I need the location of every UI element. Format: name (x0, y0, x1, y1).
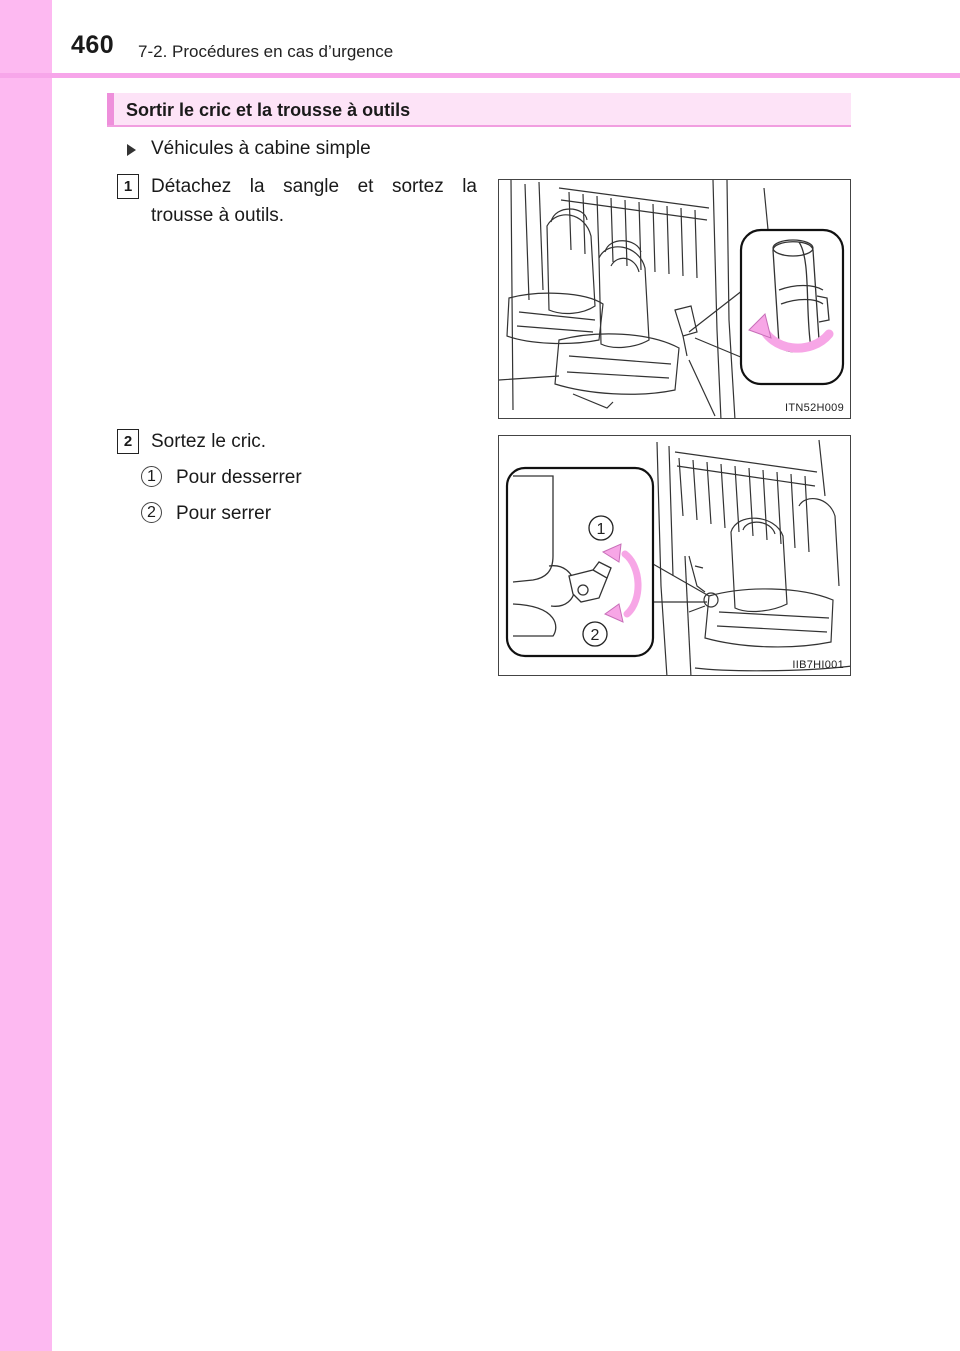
callout-2: 2 (590, 627, 600, 644)
callout-1: 1 (596, 521, 606, 538)
figure-code-2: IIB7HI001 (792, 659, 844, 671)
sub-item-number-1: 1 (141, 466, 162, 487)
figure-tool-kit (498, 179, 851, 419)
figure-jack (498, 435, 851, 676)
tool-kit-illustration (499, 180, 851, 419)
step-number-1: 1 (117, 174, 139, 199)
section-title: 7-2. Procédures en cas d’urgence (138, 42, 394, 61)
step-text-1: Détachez la sangle et sortez la trousse à outils. (151, 176, 477, 226)
figure-code-1: ITN52H009 (785, 402, 844, 414)
sub-item-number-2: 2 (141, 502, 162, 523)
heading-accent (107, 93, 114, 125)
step-text-2: Sortez le cric. (151, 431, 267, 452)
jack-illustration (499, 436, 851, 676)
step-number-2: 2 (117, 429, 139, 454)
vehicle-type-bullet (127, 138, 371, 160)
sub-item-text-loosen: Pour desserrer (176, 467, 302, 488)
section-heading-bar (107, 93, 851, 127)
side-margin-band (0, 0, 52, 1351)
page-number: 460 (71, 31, 115, 59)
triangle-bullet-icon (127, 144, 136, 156)
header-rule (0, 73, 960, 78)
vehicle-type-label: Véhicules à cabine simple (151, 138, 371, 159)
sub-item-text-tighten: Pour serrer (176, 503, 272, 524)
section-heading: Sortir le cric et la trousse à outils (126, 100, 411, 120)
